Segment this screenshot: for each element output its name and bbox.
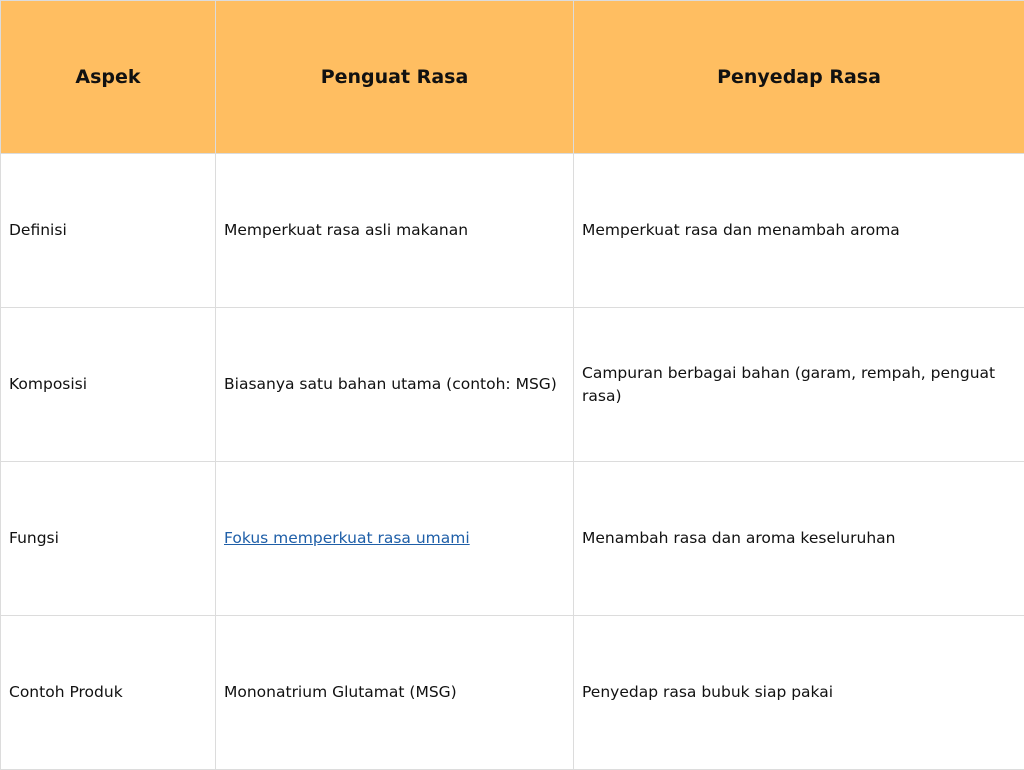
cell-penyedap: Memperkuat rasa dan menambah aroma [574,154,1024,308]
cell-penguat: Memperkuat rasa asli makanan [216,154,574,308]
cell-aspek: Definisi [1,154,216,308]
cell-penyedap: Penyedap rasa bubuk siap pakai [574,616,1024,770]
header-penyedap-rasa: Penyedap Rasa [574,1,1024,154]
header-aspek: Aspek [1,1,216,154]
table-row [1,462,1024,616]
cell-penguat: Biasanya satu bahan utama (contoh: MSG) [216,308,574,462]
cell-penyedap: Campuran berbagai bahan (garam, rempah, penguat rasa) [574,308,1024,462]
cell-aspek: Komposisi [1,308,216,462]
table-row [1,154,1024,308]
cell-aspek: Contoh Produk [1,616,216,770]
table-header [1,1,1024,154]
table-row [1,308,1024,462]
table-row [1,616,1024,770]
cell-penguat [216,462,574,616]
cell-aspek: Fungsi [1,462,216,616]
header-penguat-rasa: Penguat Rasa [216,1,574,154]
cell-penguat: Mononatrium Glutamat (MSG) [216,616,574,770]
header-row [1,1,1024,154]
table-body [1,154,1024,770]
cell-penyedap: Menambah rasa dan aroma keseluruhan [574,462,1024,616]
umami-link[interactable]: Fokus memperkuat rasa umami [224,529,470,547]
